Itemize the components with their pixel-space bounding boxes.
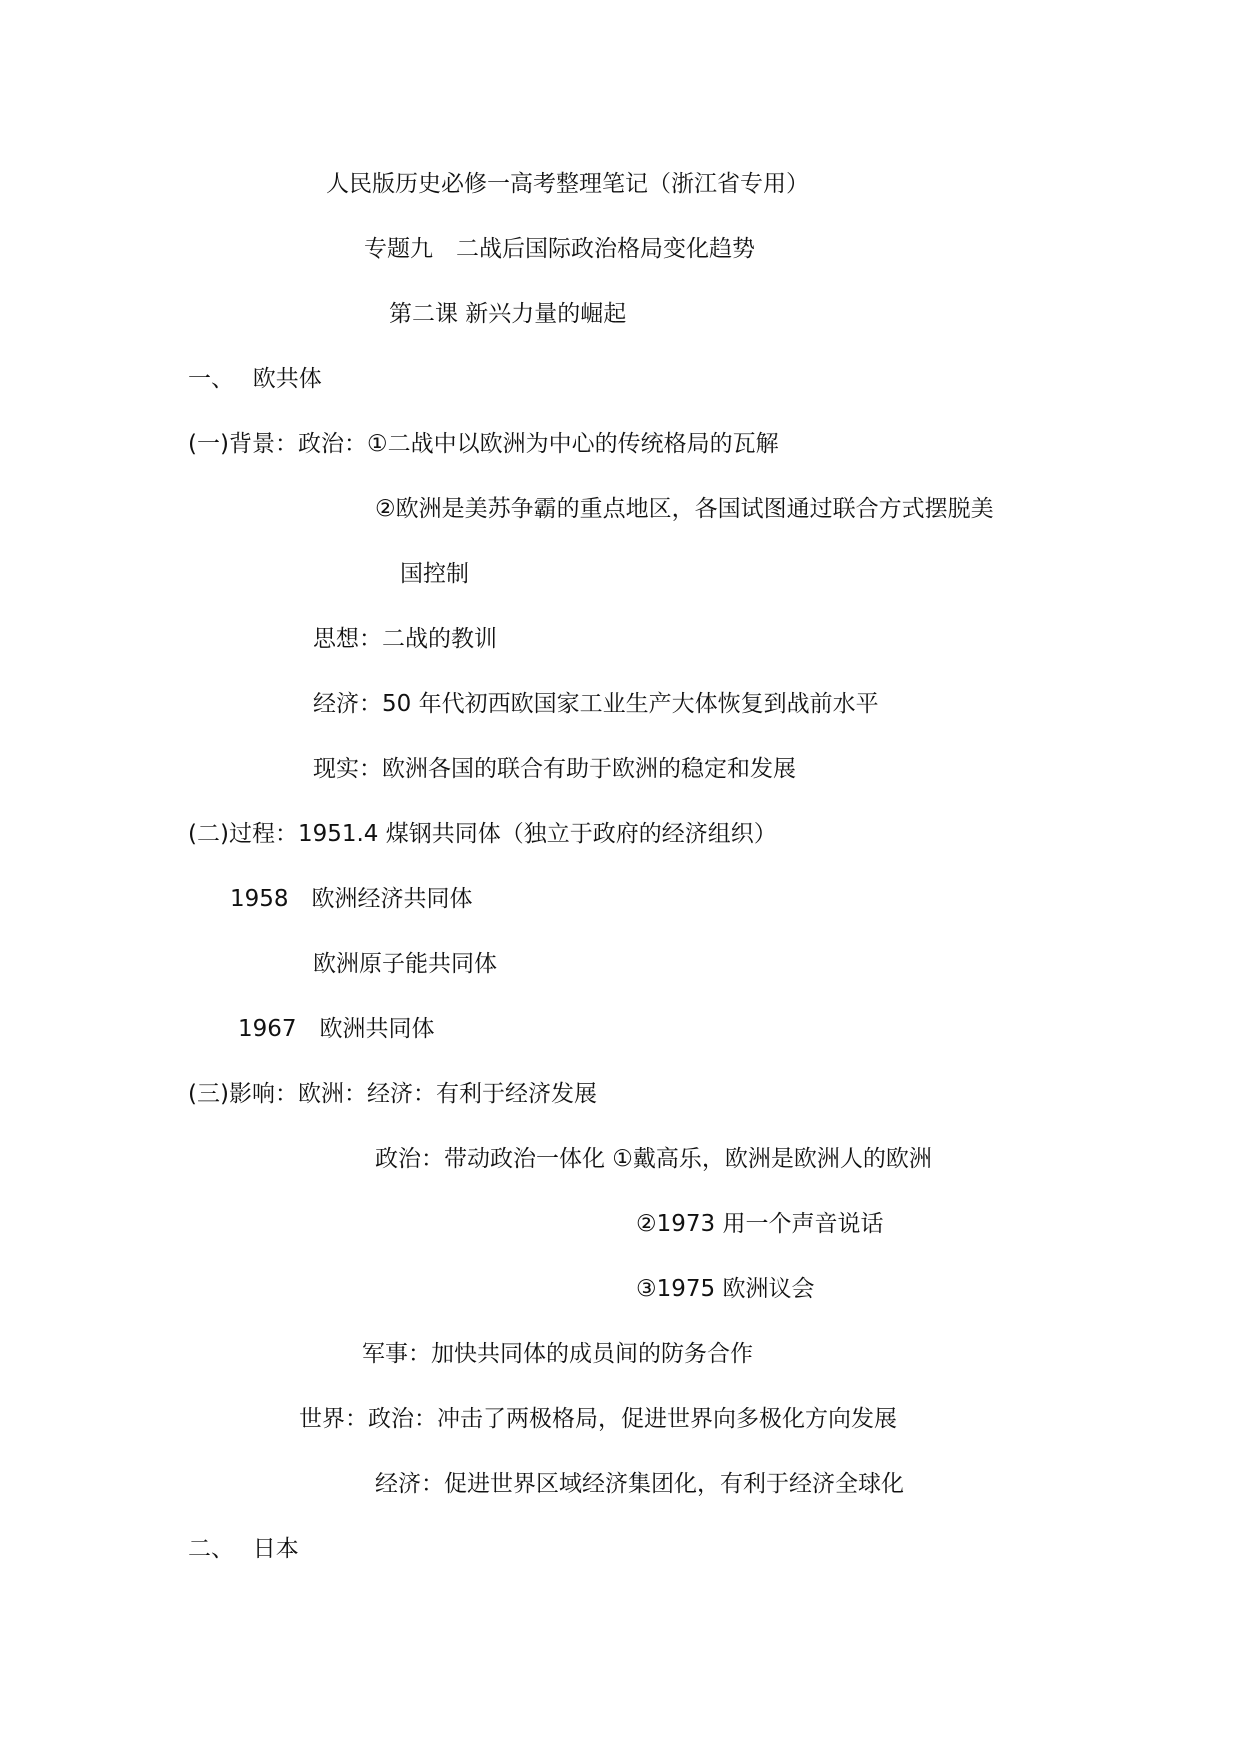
process-1951: (二)过程：1951.4 煤钢共同体（独立于政府的经济组织） [188, 821, 777, 847]
background-economy: 经济：50 年代初西欧国家工业生产大体恢复到战前水平 [313, 691, 879, 717]
process-1958: 1958 欧洲经济共同体 [230, 886, 473, 912]
process-1958-euratom: 欧洲原子能共同体 [313, 951, 497, 977]
lesson-heading: 第二课 新兴力量的崛起 [389, 301, 627, 327]
impact-military: 军事：加快共同体的成员间的防务合作 [362, 1341, 753, 1367]
impact-world-economy: 经济：促进世界区域经济集团化，有利于经济全球化 [375, 1471, 904, 1497]
process-1967: 1967 欧洲共同体 [238, 1016, 435, 1042]
topic-heading: 专题九 二战后国际政治格局变化趋势 [364, 236, 755, 262]
impact-world-politics: 世界：政治：冲击了两极格局，促进世界向多极化方向发展 [299, 1406, 897, 1432]
background-political-1: (一)背景：政治：①二战中以欧洲为中心的传统格局的瓦解 [188, 431, 779, 457]
impact-europe-politics: 政治：带动政治一体化 ①戴高乐，欧洲是欧洲人的欧洲 [375, 1146, 932, 1172]
document-title: 人民版历史必修一高考整理笔记（浙江省专用） [326, 171, 809, 197]
impact-politics-1973: ②1973 用一个声音说话 [636, 1211, 884, 1237]
background-thought: 思想：二战的教训 [313, 626, 497, 652]
impact-europe-economy: (三)影响：欧洲：经济：有利于经济发展 [188, 1081, 597, 1107]
impact-politics-1975: ③1975 欧洲议会 [636, 1276, 815, 1302]
background-political-2: ②欧洲是美苏争霸的重点地区，各国试图通过联合方式摆脱美 [375, 496, 994, 522]
background-reality: 现实：欧洲各国的联合有助于欧洲的稳定和发展 [313, 756, 796, 782]
background-political-2-cont: 国控制 [400, 561, 469, 587]
section-heading-ec: 一、 欧共体 [188, 366, 322, 392]
section-heading-japan: 二、 日本 [188, 1536, 299, 1562]
